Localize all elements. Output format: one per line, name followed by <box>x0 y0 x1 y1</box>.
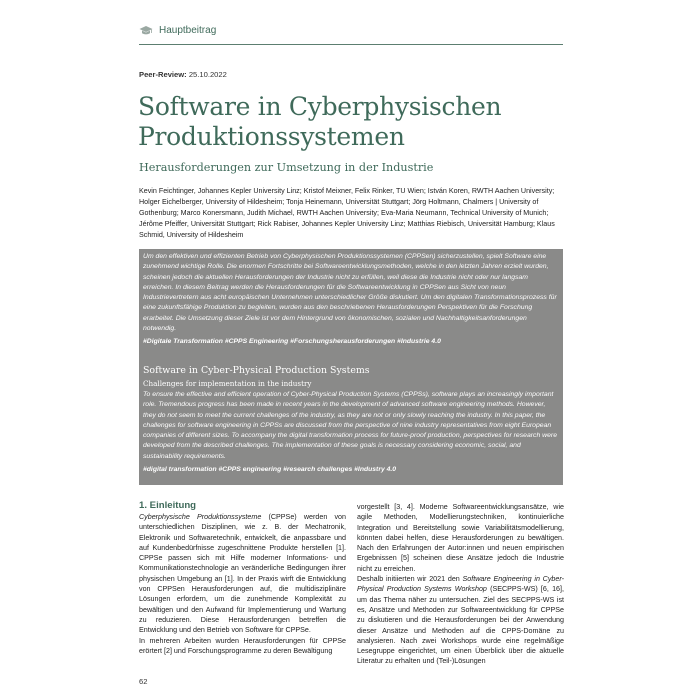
keywords-german: #Digitale Transformation #CPPS Engineering #Forschungsherausforderungen #Industrie 4.0 <box>143 338 441 345</box>
section-label: Hauptbeitrag <box>159 24 217 36</box>
keywords-english: #digital transformation #CPPS engineering #research challenges #Industry 4.0 <box>143 466 397 473</box>
section-heading: 1. Einleitung <box>139 500 197 511</box>
paragraph <box>357 574 564 667</box>
peer-review-line <box>139 70 227 79</box>
english-subtitle: Challenges for implementation in the industry <box>143 379 312 388</box>
article-subtitle: Herausforderungen zur Umsetzung in der Industrie <box>139 161 434 174</box>
body-column-right <box>357 502 564 667</box>
paragraph <box>139 512 346 636</box>
term-italic: Cyberphysische Produktionssysteme <box>139 513 262 521</box>
article-title: Software in Cyberphysischen Produktionssystemen <box>138 92 502 151</box>
workshop-name: Software Engineering in Cyber-Physical Production Systems Workshop <box>357 575 564 594</box>
abstract-german: Um den effektiven und effizienten Betrieb von Cyberphysischen Produktionssystemen (CPPSen) sicherzustellen, spielt Software eine zunehmend wichtige Rolle. Die enormen Fortschritte bei Softwareentwicklungsmethoden, welche in den letzten Jahren erzielt wurden, scheinen jedoch die aktuellen Herausforderungen der Industrie nicht zu erfüllen, weil diese die Industrie nicht oder nur langsam erreichen. In diesem Beitrag werden die Herausforderungen für die Softwareentwicklung in CPPSen aus Sicht von neun Industrievertretern aus acht europäischen Unternehmen unterschiedlicher Größe diskutiert. Um den digitalen Transformationsprozess für eine zukunftsfähige Produktion zu begleiten, wurden aus den beschriebenen Herausforderungen Perspektiven für die Forschung erarbeitet. Die Umsetzung dieser Ziele ist vor dem Hintergrund von ökonomischen, sozialen und Nachhaltigkeitsanforderungen notwendig. <box>143 253 557 333</box>
abstract-english: To ensure the effective and efficient operation of Cyber-Physical Production Systems (CPPSs), software plays an increasingly important role. Tremendous progress has been made in recent years in the development of advanced software engineering methods. However, they do not seem to meet the current challenges of the industry, as they are not or only slowly reaching the industry. In this paper, the challenges for software engineering in CPPSs are discussed from the perspective of nine industry representatives from eight European companies of different sizes. To accompany the digital transformation process for future-proof production, perspectives for research were developed from the described challenges. The implementation of these goals is necessary considering economic, social, and sustainability requirements. <box>143 391 557 460</box>
peer-review-date: 25.10.2022 <box>188 70 227 79</box>
paragraph-text: Deshalb initiierten wir 2021 den <box>357 575 463 584</box>
body-column-left <box>139 500 346 656</box>
header-divider <box>139 44 563 45</box>
paragraph-text: (SECPPS-WS) [6, 16], um das Thema näher zu untersuchen. Ziel des SECPPS-WS ist es, Ansätze und Methoden zur Softwareentwicklung für CPPSe zu diskutieren und die Herausforderungen bei der Anwendung dieser Ansätze und Methoden auf die CPPS-Domäne zu analysieren. Nach zwei Workshops wurde eine regelmäßige Lesegruppe eingerichtet, um einen Überblick über die aktuelle Literatur zu erhalten und (Teil-)Lösungen <box>357 585 564 666</box>
peer-review-label: Peer-Review: <box>139 70 187 79</box>
graduation-cap-icon <box>139 25 153 36</box>
author-list: Kevin Feichtinger, Johannes Kepler University Linz; Kristof Meixner, Felix Rinker, TU Wien; István Koren, RWTH Aachen University; Holger Eichelberger, University of Hildesheim; Tonja Heinemann, Universität Stuttgart; Jörg Holtmann, Chalmers | University of Gothenburg; Marco Konersmann, Judith Michael, RWTH Aachen University; Eva-Maria Neumann, Technical University of Munich; Jérôme Pfeiffer, Universität Stuttgart; Rick Rabiser, Johannes Kepler University Linz; Matthias Riebisch, Universität Hamburg; Klaus Schmid, University of Hildesheim <box>139 187 555 240</box>
english-title: Software in Cyber-Physical Production Systems <box>143 365 370 376</box>
page-number: 62 <box>139 677 148 686</box>
section-header <box>139 20 216 40</box>
paragraph: In mehreren Arbeiten wurden Herausforderungen für CPPSe erörtert [2] und Forschungsprogramme zu deren Bewältigung <box>139 636 346 655</box>
paragraph-text: (CPPSe) werden von unterschiedlichen Disziplinen, wie z. B. der Mechatronik, Elektronik und Softwaretechnik, entwickelt, die anpassbare und auf Kundenbedürfnisse zugeschnittene Produkte herstellen [1]. CPPSe passen sich mit Hilfe moderner Informations- und Kommunikationstechnologie an veränderliche Bedingungen ihrer physischen Umgebung an [1]. In der Praxis wirft die Entwicklung von CPPSen Herausforderungen auf, die multidisziplinäre Lösungen erfordern, um die zunehmende Komplexität zu bewältigen und den Aufwand für Implementierung und Wartung zu reduzieren. Diese Herausforderungen betreffen die Entwicklung und den Betrieb von Software für CPPSe. <box>139 513 346 635</box>
paragraph: vorgestellt [3, 4]. Moderne Softwareentwicklungsansätze, wie agile Methoden, Modellierungstechniken, kontinuierliche Integration und Bereitstellung sowie Variabilitätsmodellierung, könnten dabei helfen, diese Herausforderungen zu bewältigen. Nach den Erfahrungen der Autor:innen und neuen empirischen Ergebnissen [5] scheinen diese Ansätze jedoch die Industrie nicht zu erreichen. <box>357 503 564 573</box>
